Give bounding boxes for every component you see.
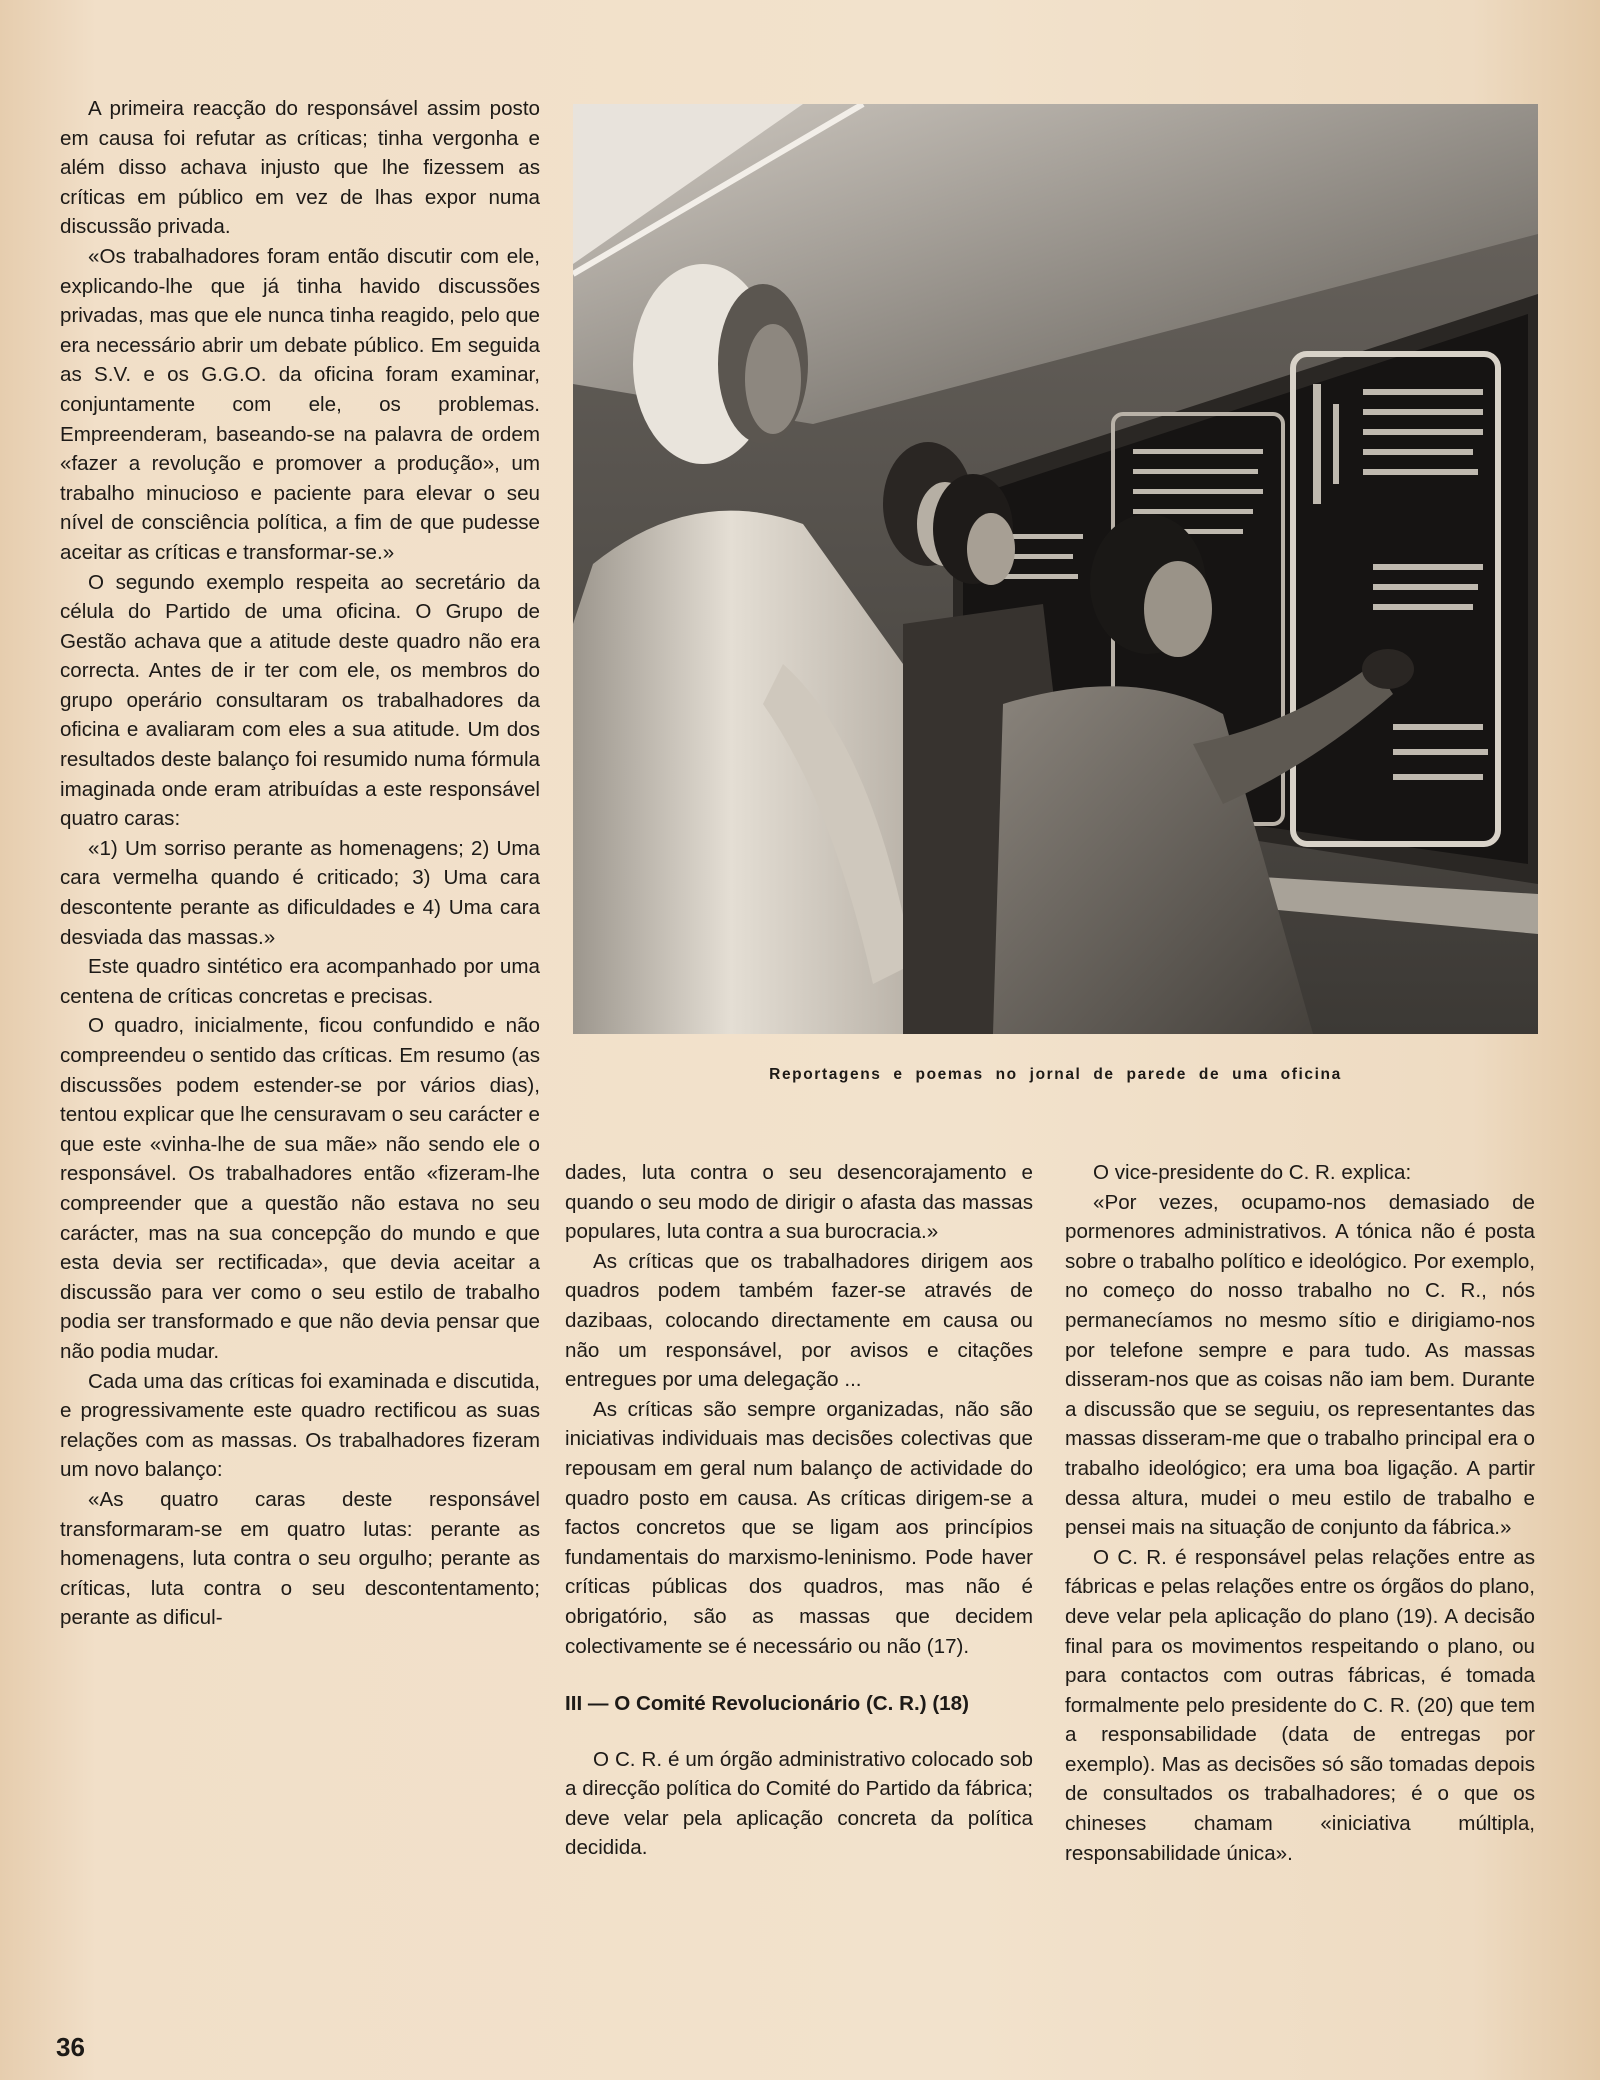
paragraph: «Os trabalhadores foram então discutir com ele, explicando-lhe que já tinha havido discussões privadas, mas que ele nunca tinha reagido, pelo que era necessário abrir um debate público. Em seguida as S.V. e os G.G.O. da oficina foram examinar, conjuntamente com ele, os problemas. Empreenderam, baseando-se na palavra de ordem «fazer a revolução e promover a produção», um trabalho minucioso e paciente para elevar o seu nível de consciência política, a fim de que pudesse aceitar as críticas e transformar-se.» (60, 244, 540, 564)
section-heading-text: III — O Comité Revolucionário (C. R.) (565, 1692, 927, 1716)
paragraph-text: que tem a responsabilidade (data de entregas por exemplo). Mas as decisões só são tomadas depois de consultados os trabalhadores; é o que os chineses chamam «iniciativa múltipla, responsabilidade única». (1065, 1693, 1535, 1865)
section-heading (565, 1689, 1033, 1719)
photo-caption: Reportagens e poemas no jornal de parede de uma oficina (769, 1066, 1342, 1083)
paragraph (1065, 1543, 1535, 1869)
paragraph: O vice-presidente do C. R. explica: (1093, 1161, 1412, 1184)
paragraph: «1) Um sorriso perante as homenagens; 2) Uma cara vermelha quando é criticado; 3) Uma cara descontente perante as dificuldades e 4) Uma cara desviada das massas.» (60, 836, 540, 949)
photo-illustration (573, 104, 1538, 1034)
right-text-column (1065, 1158, 1535, 1868)
footnote-ref: (20) (1416, 1693, 1454, 1717)
paragraph: O segundo exemplo respeita ao secretário da célula do Partido de uma oficina. O Grupo de Gestão achava que a atitude deste quadro não era correcta. Antes de ir ter com ele, os membros do grupo operário consultaram os trabalhadores da oficina e avaliaram com eles a sua atitude. Um dos resultados deste balanço foi resumido numa fórmula imaginada onde eram atribuídas a este responsável quatro caras: (60, 570, 540, 831)
footnote-ref: (19). (1396, 1604, 1439, 1628)
page-number: 36 (56, 2032, 85, 2062)
paragraph: Este quadro sintético era acompanhado por uma centena de críticas concretas e precisas. (60, 955, 540, 1008)
paragraph: dades, luta contra o seu desencorajamento e quando o seu modo de dirigir o afasta das massas populares, luta contra a sua burocracia.» (565, 1161, 1033, 1244)
paragraph: Cada uma das críticas foi examinada e discutida, e progressivamente este quadro rectificou as suas relações com as massas. Os trabalhadores fizeram um novo balanço: (60, 1369, 540, 1482)
paragraph: «As quatro caras deste responsável transformaram-se em quatro lutas: perante as homenagens, luta contra o seu orgulho; perante as críticas, luta contra o seu descontentamento; perante as dificul- (60, 1487, 540, 1630)
paragraph: O quadro, inicialmente, ficou confundido e não compreendeu o sentido das críticas. Em resumo (as discussões podem estender-se por vários dias), tentou explicar que lhe censuravam o seu carácter e que este «vinha-lhe de sua mãe» não sendo ele o responsável. Os trabalhadores então «fizeram-lhe compreender que a questão não estava no seu carácter, mas na sua concepção do mundo e que esta devia ser rectificada», que devia aceitar a discussão para ver como o seu estilo de trabalho podia ser transformado e que não devia pensar que não podia mudar. (60, 1014, 540, 1363)
paragraph-text: As críticas são sempre organizadas, não são iniciativas individuais mas decisões colectivas que repousam em geral num balanço de actividade do quadro posto em causa. As críticas dirigem-se a factos concretos que se ligam aos princípios fundamentais do marxismo-leninismo. Pode haver críticas públicas dos quadros, mas não é obrigatório, são as massas que decidem colectivamente se é necessário ou não (565, 1397, 1033, 1658)
paragraph: As críticas que os trabalhadores dirigem aos quadros podem também fazer-se através de dazibaas, colocando directamente em causa ou não um responsável, por avisos e citações entregues por uma delegação ... (565, 1249, 1033, 1392)
wall-newspaper-photo (573, 104, 1538, 1034)
paragraph: A primeira reacção do responsável assim posto em causa foi refutar as críticas; tinha vergonha e além disso achava injusto que lhe fizessem as críticas em público em vez de lhas expor numa discussão privada. (60, 97, 540, 239)
left-text-column (60, 94, 540, 1633)
middle-text-column (565, 1158, 1033, 1863)
paragraph: O C. R. é um órgão administrativo colocado sob a direcção política do Comité do Partido da fábrica; deve velar pela aplicação concreta da política decidida. (565, 1747, 1033, 1860)
paragraph-text: A decisão final para os movimentos respeitando o plano, ou para contactos com outras fábricas, é tomada formalmente pelo presidente do C. R. (1065, 1604, 1535, 1717)
footnote-ref: (17). (926, 1634, 970, 1658)
paragraph: «Por vezes, ocupamo-nos demasiado de pormenores administrativos. A tónica não é posta sobre o trabalho político e ideológico. Por exemplo, no começo do nosso trabalho no C. R., nós permanecíamos no mesmo sítio e dirigiamo-nos por telefone sempre e para tudo. As massas disseram-nos que as coisas não iam bem. Durante a discussão que se seguiu, os representantes das massas disseram-me que o trabalho principal era o trabalho ideológico; era uma boa ligação. A partir dessa altura, mudei o meu estilo de trabalho e pensei mais na situação de conjunto da fábrica.» (1065, 1190, 1535, 1540)
footnote-ref: (18) (932, 1692, 969, 1716)
paragraph (565, 1395, 1033, 1661)
paragraph-text: O C. R. é responsável pelas relações entre as fábricas e pelas relações entre os órgãos do plano, deve velar pela aplicação do plano (1065, 1545, 1535, 1628)
